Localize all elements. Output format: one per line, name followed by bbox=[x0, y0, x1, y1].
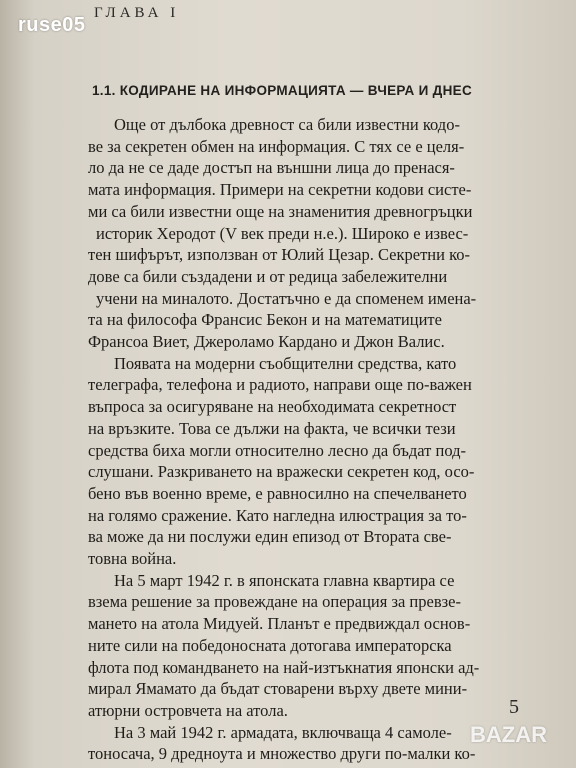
text-line: дове са били създадени и от редица забележителни bbox=[88, 266, 448, 286]
text-line: тен шифърът, използван от Юлий Цезар. Секретни ко- bbox=[88, 245, 471, 265]
text-line: атюрни островчета на атола. bbox=[88, 700, 288, 720]
text-line: ва може да ни послужи един епизод от Втората све- bbox=[88, 527, 452, 547]
text-line: ве за секретен обмен на информация. С тях се е целя- bbox=[88, 136, 465, 156]
text-line: Появата на модерни съобщителни средства, като bbox=[114, 353, 457, 373]
text-line: мането на атола Мидуей. Планът е предвиждал основ- bbox=[88, 614, 471, 634]
page-number: 5 bbox=[509, 696, 519, 718]
text-line: взема решение за провеждане на операция за превзе- bbox=[88, 592, 461, 612]
text-line: На 5 март 1942 г. в японската главна квартира се bbox=[114, 570, 455, 590]
text-line: учени на миналото. Достатъчно е да споменем имена- bbox=[96, 288, 477, 308]
running-head: ГЛАВА I bbox=[94, 5, 180, 21]
text-line: На 3 май 1942 г. армадата, включваща 4 самоле- bbox=[114, 722, 452, 742]
text-line: Още от дълбока древност са били известни кодо- bbox=[114, 115, 460, 134]
text-line: товна война. bbox=[88, 549, 177, 569]
text-line: мата информация. Примери на секретни кодови систе- bbox=[88, 180, 472, 200]
text-line: тоносача, 9 дредноута и множество други по-малки ко- bbox=[88, 744, 476, 764]
section-title: 1.1. КОДИРАНЕ НА ИНФОРМАЦИЯТА — ВЧЕРА И ДНЕС bbox=[92, 83, 472, 98]
text-line: ми са били известни още на знаменития древногръцки bbox=[88, 201, 473, 221]
text-line: Франсоа Виет, Джероламо Кардано и Джон Валис. bbox=[88, 332, 445, 352]
text-line: телеграфа, телефона и радиото, направи още по-важен bbox=[88, 375, 472, 395]
text-line: въпроса за осигуряване на необходимата секретност bbox=[88, 397, 457, 417]
watermark-logo-bottom: BAZAR bbox=[470, 722, 547, 747]
text-line: та на философа Франсис Бекон и на математиците bbox=[88, 310, 442, 330]
text-line: средства биха могли относително лесно да бъдат под- bbox=[88, 440, 466, 460]
text-line: бено във военно време, е равносилно на спечелването bbox=[88, 483, 467, 503]
text-line: на връзките. Това се дължи на факта, че всички тези bbox=[88, 418, 456, 438]
text-line: на голямо сражение. Като нагледна илюстрация за то- bbox=[88, 505, 467, 525]
text-line: флота под командването на най-изтъкнатия японски ад- bbox=[88, 657, 480, 677]
text-line: историк Херодот (V век преди н.е.). Широко е извес- bbox=[96, 223, 469, 243]
text-line: слушани. Разкриването на вражески секретен код, осо- bbox=[88, 462, 475, 482]
body-text bbox=[88, 114, 528, 765]
watermark-logo: ruse05 bbox=[18, 14, 86, 36]
text-line: ните сили на победоносната дотогава императорска bbox=[88, 635, 452, 655]
text-line: ло да не се даде достъп на външни лица до пренася- bbox=[88, 158, 455, 178]
text-line: мирал Ямамато да бъдат стоварени върху двете мини- bbox=[88, 679, 468, 699]
